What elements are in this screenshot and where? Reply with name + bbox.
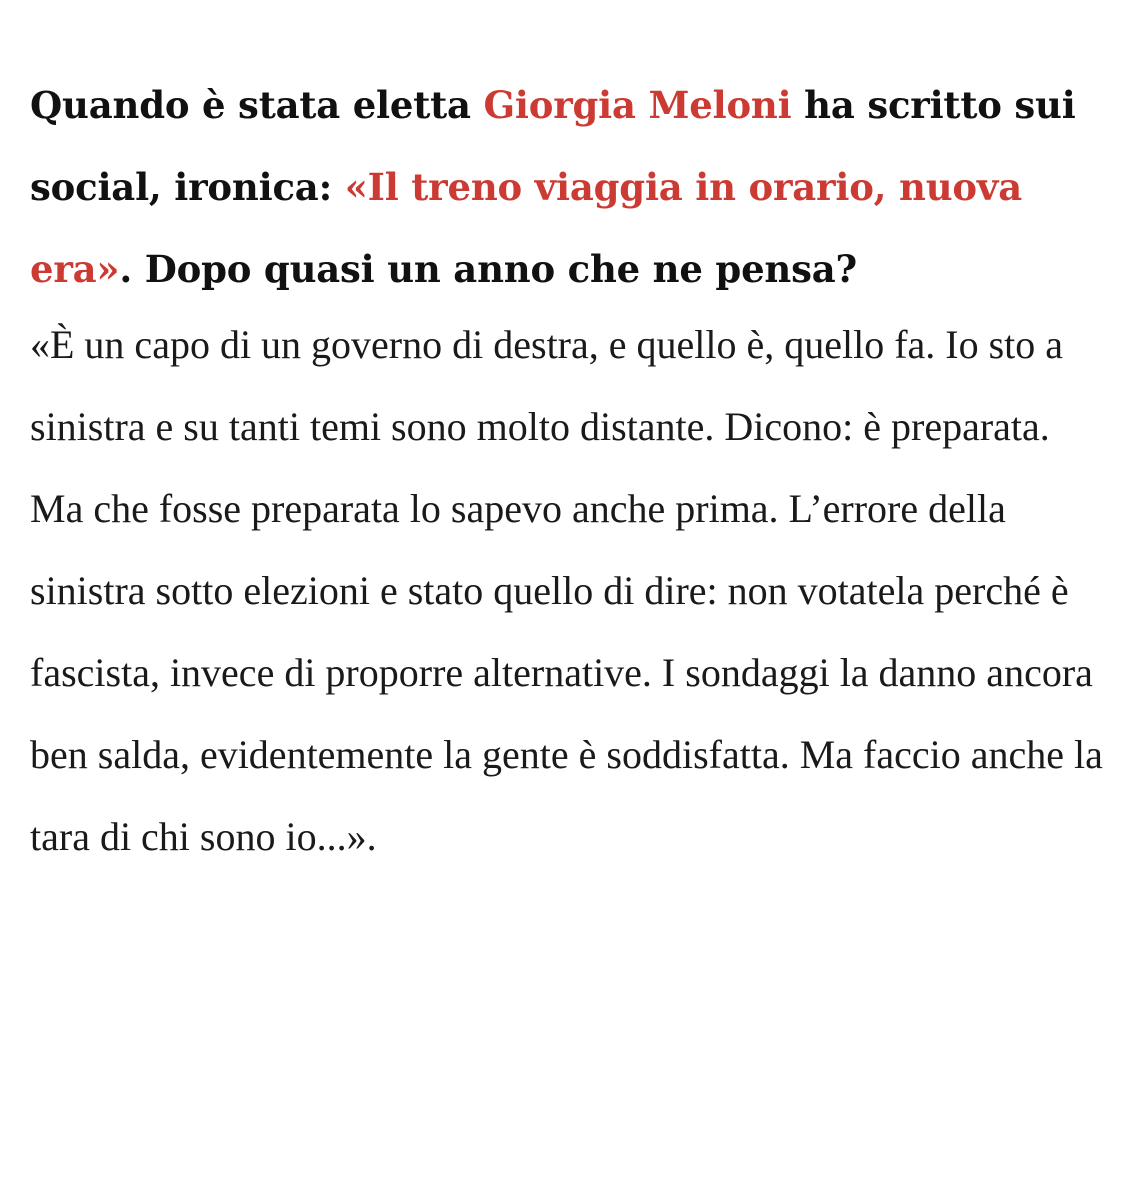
question-text-part1: Quando è stata eletta — [30, 83, 484, 127]
interview-question — [30, 64, 1115, 310]
person-name-link[interactable]: Giorgia Meloni — [483, 83, 792, 127]
question-text-part2: ha scritto sui social, ironica: — [30, 83, 1076, 209]
article-body — [30, 64, 1115, 878]
question-text-part3: . Dopo quasi un anno che ne pensa? — [119, 247, 858, 291]
interview-answer: «È un capo di un governo di destra, e quello è, quello fa. Io sto a sinistra e su tanti temi sono molto distante. Dicono: è preparata. Ma che fosse preparata lo sapevo anche prima. L’errore della sinistra sotto elezioni e stato quello di dire: non votatela perché è fascista, invece di proporre alternative. I sondaggi la danno ancora ben salda, evidentemente la gente è soddisfatta. Ma faccio anche la tara di chi sono io...». — [30, 322, 1103, 859]
highlighted-quote: «Il treno viaggia in orario, nuova era» — [30, 165, 1022, 291]
